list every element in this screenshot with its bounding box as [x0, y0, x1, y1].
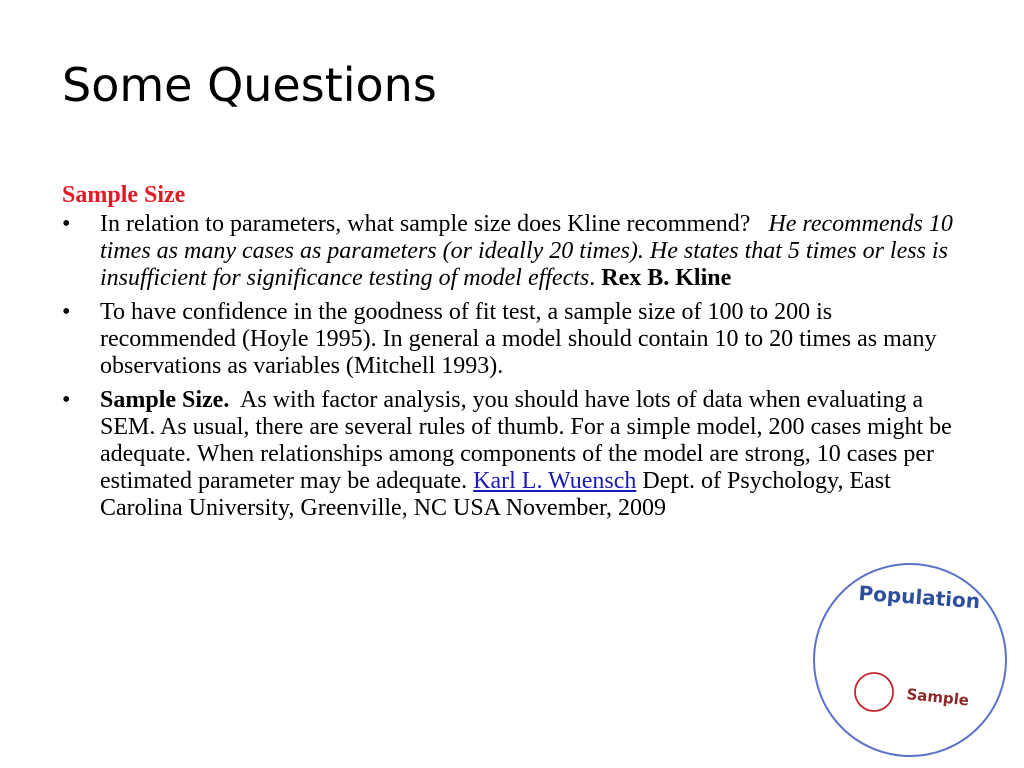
bullet-icon: • — [62, 211, 71, 237]
list-item — [62, 211, 967, 292]
list-item — [62, 387, 967, 522]
bullet-text: As with factor analysis, you should have lots of data when evaluating a SEM. As usual, there are several rules of thumb. For a simple model, 200 cases might be adequate. When relationships among components of the model are strong, 10 cases per estimated parameter may be adequate. — [100, 387, 952, 494]
answer-text: He recommends 10 times as many cases as parameters (or ideally 20 times). He states that 5 times or less is insufficient for significance testing of model effects — [100, 211, 953, 291]
bullet-lead: Sample Size. — [100, 387, 230, 413]
section-heading: Sample Size — [62, 182, 186, 208]
slide-title: Some Questions — [62, 58, 437, 112]
bullet-list — [62, 211, 967, 522]
bullet-text: To have confidence in the goodness of fit test, a sample size of 100 to 200 is recommended (Hoyle 1995). In general a model should contain 10 to 20 times as many observations as variables (Mitchell 1993). — [100, 299, 937, 379]
answer-period: . — [589, 265, 596, 291]
bullet-icon: • — [62, 299, 71, 325]
population-label: Population — [857, 580, 981, 614]
source-citation: Rex B. Kline — [601, 265, 732, 291]
list-item — [62, 299, 967, 380]
slide-body — [62, 182, 967, 529]
population-sample-diagram — [810, 560, 1010, 760]
citation-tail: Dept. of Psychology, East Carolina University, Greenville, NC USA November, 2009 — [100, 468, 891, 521]
bullet-icon: • — [62, 387, 71, 413]
sample-circle — [855, 673, 893, 711]
sample-label: Sample — [905, 685, 970, 710]
diagram-svg — [810, 560, 1010, 760]
author-link[interactable]: Karl L. Wuensch — [473, 468, 637, 494]
question-text: In relation to parameters, what sample size does Kline recommend? — [100, 211, 751, 237]
